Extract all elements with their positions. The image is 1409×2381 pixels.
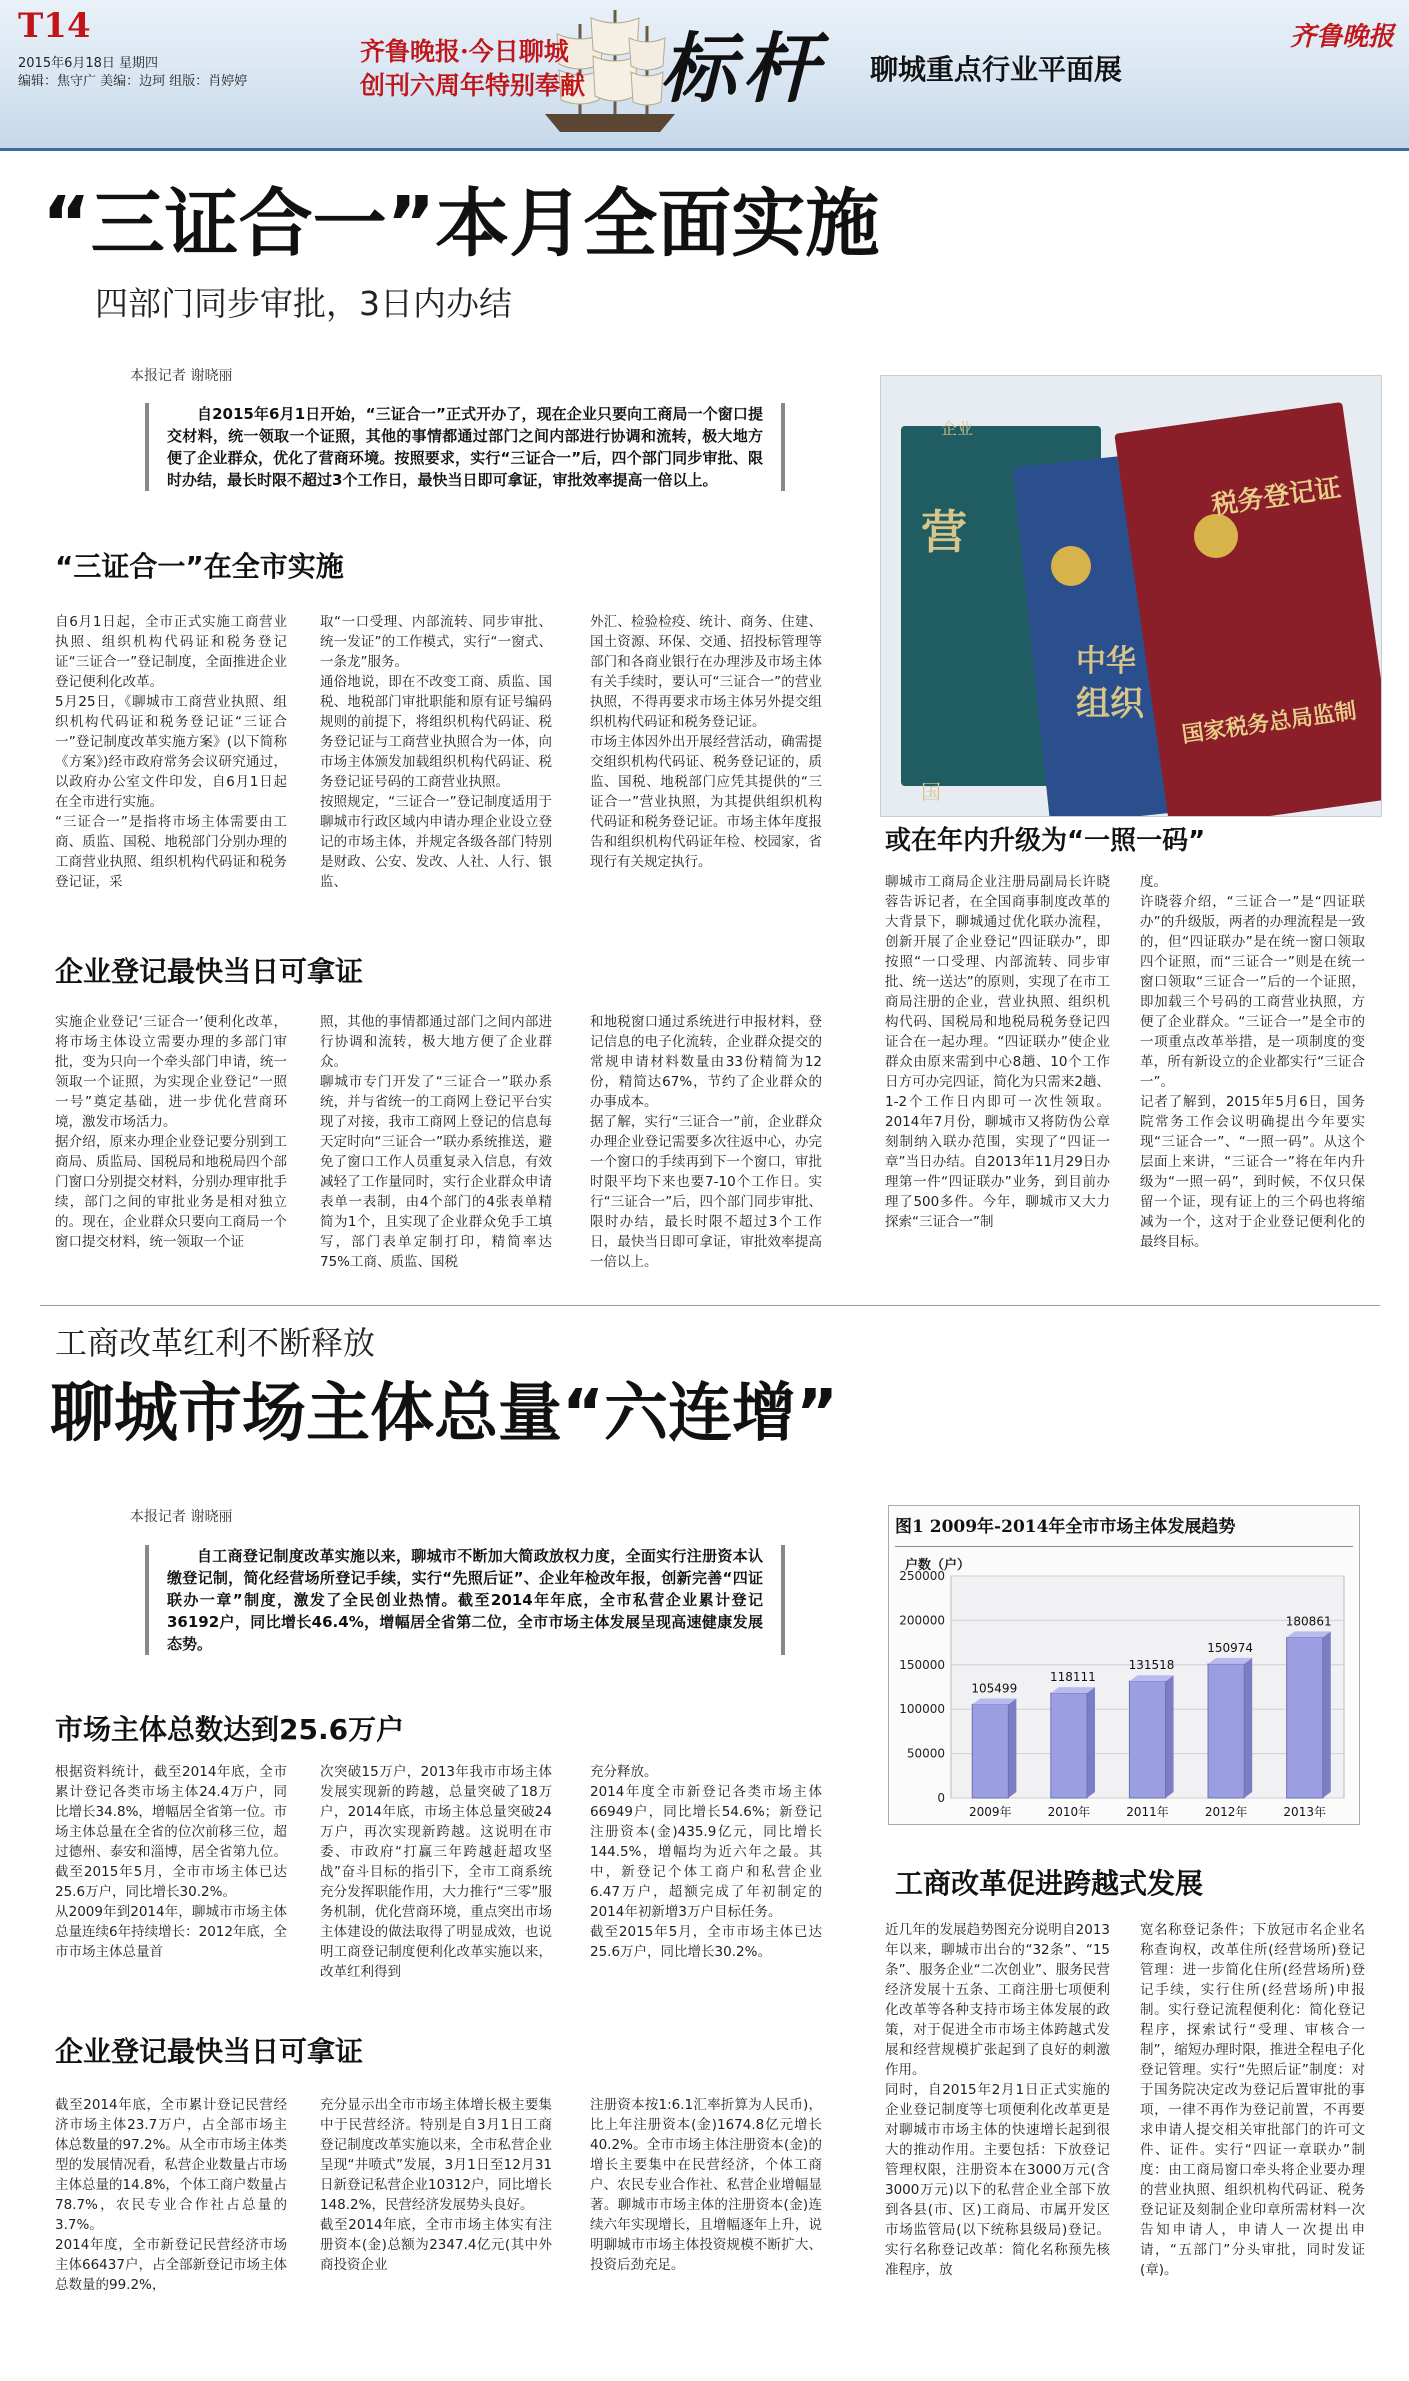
article1-lead: 自2015年6月1日开始，“三证合一”正式开办了，现在企业只要向工商局一个窗口提交材料，统一领取一个证照，其他的事情都通过部门之间内部进行协调和流转，极大地方便了企业群众，优化了营商环境。按照要求，实行“三证合一”后，四个部门同步审批、限时办结，最长时限不超过3个工作日，最快当日即可拿证，审批效率提高一倍以上。 bbox=[167, 405, 763, 489]
chart-xtick-label: 2013年 bbox=[1283, 1805, 1326, 1819]
chart-bar bbox=[1208, 1664, 1244, 1798]
cert-label-1: 营 bbox=[921, 505, 967, 559]
page-number: T14 bbox=[18, 6, 91, 46]
cert-label-top: 企业 bbox=[941, 419, 974, 438]
section-title: 标杆 bbox=[660, 24, 824, 113]
article2-section3-col2: 宽名称登记条件；下放冠市名企业名称查询权，改革住所(经营场所)登记管理：进一步简化住所(经营场所)登记手续，实行住所(经营场所)申报制。实行登记流程便利化：简化登记程序，探索试行“受理、审核合一制”，缩短办理时限，推进全程电子化登记管理。实行“先照后证”制度：对于国务院决定改为登记后置审批的事项，一律不再作为登记前置，不再要求申请人提交相关审批部门的许可文件、证件。实行“四证一章联办”制度：由工商局窗口牵头将企业要办理的营业执照、组织机构代码证、税务登记证及刻制企业印章所需材料一次告知申请人，申请人一次提出申请，“五部门”分头审批，同时发证(章)。 bbox=[1140, 1922, 1365, 2278]
chart-data-label: 180861 bbox=[1285, 1614, 1332, 1629]
article1-section1-col1: 自6月1日起，全市正式实施工商营业执照、组织机构代码证和税务登记证“三证合一”登记制度，全面推进企业登记便利化改革。 5月25日，《聊城市工商营业执照、组织机构代码证和税务登记证“三证合一”登记制度改革实施方案》(以下简称《方案》)经市政府常务会议研究通过，以政府办公室文件印发，自6月1日起在全市进行实施。 “三证合一”是指将市场主体需要由工商、质监、国税、地税部门分别办理的工商营业执照、组织机构代码证和税务登记证，采 bbox=[55, 614, 287, 890]
article1-byline: 本报记者 谢晓丽 bbox=[130, 368, 233, 384]
article2-section2-col3: 注册资本按1:6.1汇率折算为人民币)，比上年注册资本(金)1674.8亿元增长40.2%。全市市场主体注册资本(金)的增长主要集中在民营经济，个体工商户、农民专业合作社、私营企业增幅显著。聊城市市场主体的注册资本(金)连续六年实现增长，且增幅逐年上升，说明聊城市市场主体投资规模不断扩大、投资后劲充足。 bbox=[590, 2097, 822, 2273]
article2-kicker: 工商改革红利不断释放 bbox=[55, 1324, 376, 1362]
article1-section2-col1: 实施企业登记‘三证合一’便利化改革，将市场主体设立需要办理的多部门审批，变为只向一个牵头部门申请，统一领取一个证照，为实现企业登记“一照一号”奠定基础，进一步优化营商环境，激发市场活力。 据介绍，原来办理企业登记要分别到工商局、质监局、国税局和地税局四个部门窗口分别提交材料，分别办理审批手续，部门之间的审批业务是相对独立的。现在，企业群众只要向工商局一个窗口提交材料，统一领取一个证 bbox=[55, 1014, 287, 1250]
article2-section2-title: 企业登记最快当日可拿证 bbox=[55, 2035, 364, 2068]
article1-section3-col1: 聊城市工商局企业注册局副局长许晓蓉告诉记者，在全国商事制度改革的大背景下，聊城通过优化联办流程，创新开展了企业登记“四证联办”，即按照“一口受理、内部流转、同步审批、统一送达”的原则，实现了在市工商局注册的企业，营业执照、组织机构代码、国税局和地税局税务登记四证合在一起办理。“四证联办”使企业群众由原来需到中心8趟、10个工作日方可办完四证，简化为只需来2趟、1-2个工作日内即可一次性领取。2014年7月份，聊城市又将防伪公章刻制纳入联办范围，实现了“四证一章”当日办结。自2013年11月29日办理第一件“四证联办”业务，到目前办理了500多件。今年，聊城市又大力探索“三证合一”制 bbox=[885, 874, 1110, 1230]
chart-xtick-label: 2009年 bbox=[969, 1805, 1012, 1819]
article1-section3-title: 或在年内升级为“一照一码” bbox=[885, 826, 1206, 856]
certificates-photo bbox=[880, 375, 1382, 817]
chart-bar-side bbox=[1323, 1631, 1331, 1798]
chart-ytick-label: 200000 bbox=[899, 1613, 945, 1628]
article2-lead: 自工商登记制度改革实施以来，聊城市不断加大简政放权力度，全面实行注册资本认缴登记制，简化经营场所登记手续，实行“先照后证”、企业年检改年报，创新完善“四证联办一章”制度，激发了全民创业热情。截至2014年年底，全市私营企业累计登记36192户，同比增长46.4%，增幅居全省第二位，全市市场主体发展呈现高速健康发展态势。 bbox=[167, 1547, 763, 1653]
chart-ytick-label: 50000 bbox=[906, 1746, 945, 1761]
promo-line-2: 创刊六周年特别奉献 bbox=[360, 71, 586, 100]
editors-line: 编辑：焦守广 美编：边珂 组版：肖婷婷 bbox=[18, 74, 248, 89]
chart-ytick-label: 150000 bbox=[899, 1657, 945, 1672]
chart-data-label: 131518 bbox=[1128, 1658, 1175, 1673]
chart-ytick-label: 100000 bbox=[899, 1702, 945, 1717]
newspaper-brand-logo: 齐鲁晚报 bbox=[1290, 22, 1395, 52]
chart-bar-side bbox=[1008, 1698, 1016, 1798]
chart-ylabel: 户数（户） bbox=[905, 1558, 971, 1573]
article2-section1-title: 市场主体总数达到25.6万户 bbox=[55, 1713, 405, 1746]
article1-headline: “三证合一”本月全面实施 bbox=[42, 181, 880, 267]
article2-section3-col1: 近几年的发展趋势图充分说明自2013年以来，聊城市出台的“32条”、“15条”、服务企业“二次创业”、服务民营经济发展十五条、工商注册七项便利化改革等各种支持市场主体发展的政策，对于促进全市市场主体跨越式发展和经营规模扩张起到了良好的刺激作用。 同时，自2015年2月1日正式实施的企业登记制度等七项便利化改革更是对聊城市市场主体的快速增长起到很大的推动作用。主要包括：下放登记管理权限，注册资本在3000万元(含3000万元)以下的私营企业全部下放到各县(市、区)工商局、市属开发区市场监管局(以下统称县级局)登记。实行名称登记改革：简化名称预先核准程序，放 bbox=[885, 1922, 1110, 2278]
chart-title-rule bbox=[895, 1546, 1353, 1547]
chart-data-label: 150974 bbox=[1207, 1640, 1254, 1655]
article-divider bbox=[40, 1305, 1380, 1306]
article1-section1-col2: 取“一口受理、内部流转、同步审批、统一发证”的工作模式，实行“一窗式、一条龙”服务。 通俗地说，即在不改变工商、质监、国税、地税部门审批职能和原有证号编码规则的前提下，将组织机构代码证、税务登记证与工商营业执照合为一体，向市场主体颁发加载组织机构代码证、税务登记证号码的工商营业执照。 按照规定，“三证合一”登记制度适用于聊城市行政区域内申请办理企业设立登记的市场主体，并规定各级各部门特别是财政、公安、发改、人社、人行、银监、 bbox=[320, 614, 552, 890]
chart-ytick-label: 0 bbox=[937, 1791, 945, 1805]
article2-section1-col1: 根据资料统计，截至2014年底，全市累计登记各类市场主体24.4万户，同比增长34.8%，增幅居全省第一位。市场主体总量在全省的位次前移三位，超过德州、泰安和淄博，居全省第九位。截至2015年5月，全市市场主体已达25.6万户，同比增长30.2%。 从2009年到2014年，聊城市市场主体总量连续6年持续增长：2012年底，全市市场主体总量首 bbox=[55, 1764, 287, 1960]
article2-headline: 聊城市场主体总量“六连增” bbox=[50, 1377, 839, 1451]
article2-section2-col1: 截至2014年底，全市累计登记民营经济市场主体23.7万户，占全部市场主体总数量的97.2%。从全市市场主体类型的发展情况看，私营企业数量占市场主体总量的14.8%，个体工商户数量占78.7%，农民专业合作社占总量的3.7%。 2014年度，全市新登记民营经济市场主体66437户，占全部新登记市场主体总数量的99.2%， bbox=[55, 2097, 287, 2293]
market-entity-chart bbox=[888, 1505, 1360, 1825]
chart-bar bbox=[1051, 1693, 1087, 1798]
article1-section2-title: 企业登记最快当日可拿证 bbox=[55, 955, 364, 988]
chart-bar-side bbox=[1087, 1687, 1095, 1798]
article2-section1-col3: 充分释放。 2014年度全市新登记各类市场主体66949户，同比增长54.6%；新登记注册资本(金)435.9亿元，同比增长144.5%，增幅均为近六年之最。其中，新登记个体工商户和私营企业6.47万户，超额完成了年初制定的2014年初新增3万户目标任务。 截至2015年5月，全市市场主体已达25.6万户，同比增长30.2%。 bbox=[590, 1764, 822, 1960]
masthead bbox=[0, 0, 1409, 150]
chart-xtick-label: 2010年 bbox=[1047, 1805, 1091, 1819]
section-subtitle: 聊城重点行业平面展 bbox=[870, 53, 1123, 86]
chart-ytick-label: 250000 bbox=[899, 1569, 945, 1583]
cert-label-4: 国 bbox=[921, 780, 941, 804]
article2-byline: 本报记者 谢晓丽 bbox=[130, 1509, 233, 1525]
certificates-illustration bbox=[881, 376, 1381, 816]
article2-section1-col2: 次突破15万户，2013年我市市场主体发展实现新的跨越，总量突破了18万户，2014年底，市场主体总量突破24万户，再次实现新跨越。这说明在市委、市政府“打赢三年跨越赶超攻坚战”奋斗目标的指引下，全市工商系统充分发挥职能作用，大力推行“三零”服务机制，优化营商环境，重点突出市场主体建设的做法取得了明显成效，也说明工商登记制度便利化改革实施以来，改革红利得到 bbox=[320, 1764, 552, 1980]
chart-xtick-label: 2011年 bbox=[1126, 1805, 1169, 1819]
tax-cert-authority: 国家税务总局监制 bbox=[1180, 698, 1359, 749]
article1-section2-col3: 和地税窗口通过系统进行申报材料，登记信息的电子化流转，企业群众提交的常规申请材料数量由33份精简为12份，精简达67%，节约了企业群众的办事成本。 据了解，实行“三证合一”前，企业群众办理企业登记需要多次往返中心，办完一个窗口的手续再到下一个窗口，审批时限平均下来也要7-10个工作日。实行“三证合一”后，四个部门同步审批、限时办结，最长时限不超过3个工作日，最快当日即可拿证，审批效率提高一倍以上。 bbox=[590, 1014, 822, 1270]
chart-bar-side bbox=[1244, 1658, 1252, 1798]
chart-data-label: 118111 bbox=[1049, 1670, 1096, 1685]
chart-bar bbox=[1129, 1681, 1165, 1798]
article2-section2-col2: 充分显示出全市市场主体增长极主要集中于民营经济。特别是自3月1日工商登记制度改革实施以来，全市私营企业呈现“井喷式”发展，3月1日至12月31日新登记私营企业10312户，同比增长148.2%，民营经济发展势头良好。 截至2014年底，全市市场主体实有注册资本(金)总额为2347.4亿元(其中外商投资企业 bbox=[320, 2097, 552, 2273]
chart-title: 图1 2009年-2014年全市市场主体发展趋势 bbox=[895, 1517, 1236, 1537]
article1-lead-box bbox=[145, 403, 785, 491]
article1-deck: 四部门同步审批，3日内办结 bbox=[95, 284, 512, 323]
chart-bar bbox=[972, 1704, 1008, 1798]
cert-label-3: 组织 bbox=[1076, 684, 1144, 724]
promo-line-1: 齐鲁晚报·今日聊城 bbox=[360, 37, 569, 66]
cert-label-2: 中华 bbox=[1076, 644, 1136, 679]
article2-section3-title: 工商改革促进跨越式发展 bbox=[895, 1867, 1204, 1900]
article1-section1-title: “三证合一”在全市实施 bbox=[55, 550, 344, 583]
masthead-rule bbox=[0, 148, 1409, 151]
article2-lead-box bbox=[145, 1545, 785, 1655]
chart-data-label: 105499 bbox=[971, 1681, 1018, 1696]
tax-cert-title: 税务登记证 bbox=[1209, 473, 1343, 521]
chart-plot bbox=[889, 1566, 1359, 1824]
date-line: 2015年6月18日 星期四 bbox=[18, 56, 159, 71]
chart-xtick-label: 2012年 bbox=[1204, 1805, 1248, 1819]
article1-section1-col3: 外汇、检验检疫、统计、商务、住建、国土资源、环保、交通、招投标管理等部门和各商业银行在办理涉及市场主体有关手续时，要认可“三证合一”的营业执照，不得再要求市场主体另外提交组织机构代码证和税务登记证。 市场主体因外出开展经营活动，确需提交组织机构代码证、税务登记证的，质监、国税、地税部门应凭其提供的“三证合一”营业执照，为其提供组织机构代码证和税务登记证。市场主体年度报告和组织机构代码证年检、校园家，省现行有关规定执行。 bbox=[590, 614, 822, 870]
article1-section3-col2: 度。 许晓蓉介绍，“三证合一”是“四证联办”的升级版，两者的办理流程是一致的，但“四证联办”是在统一窗口领取四个证照，而“三证合一”则是在统一窗口领取“三证合一”后的一个证照，即加载三个号码的工商营业执照，方便了企业群众。“三证合一”是全市的一项重点改革举措，是一项制度的变革，所有新设立的企业都实行“三证合一”。 记者了解到，2015年5月6日，国务院常务工作会议明确提出今年要实现“三证合一”、“一照一码”。从这个层面上来讲，“三证合一”将在年内升级为“一照一码”，到时候，不仅只保留一个证，现有证上的三个码也将缩减为一个，这对于企业登记便利化的最终目标。 bbox=[1140, 874, 1365, 1250]
article1-section2-col2: 照，其他的事情都通过部门之间内部进行协调和流转，极大地方便了企业群众。 聊城市专门开发了“三证合一”联办系统，并与省统一的工商网上登记平台实现了对接，我市工商网上登记的信息每天定时向“三证合一”联办系统推送，避免了窗口工作人员重复录入信息，有效减轻了工作量同时，实行企业群众申请表单一表制，由4个部门的4张表单精简为1个，且实现了企业群众免手工填写，部门表单定制打印，精简率达75%工商、质监、国税 bbox=[320, 1014, 552, 1270]
chart-bar bbox=[1287, 1637, 1323, 1798]
chart-bar-side bbox=[1166, 1675, 1174, 1798]
